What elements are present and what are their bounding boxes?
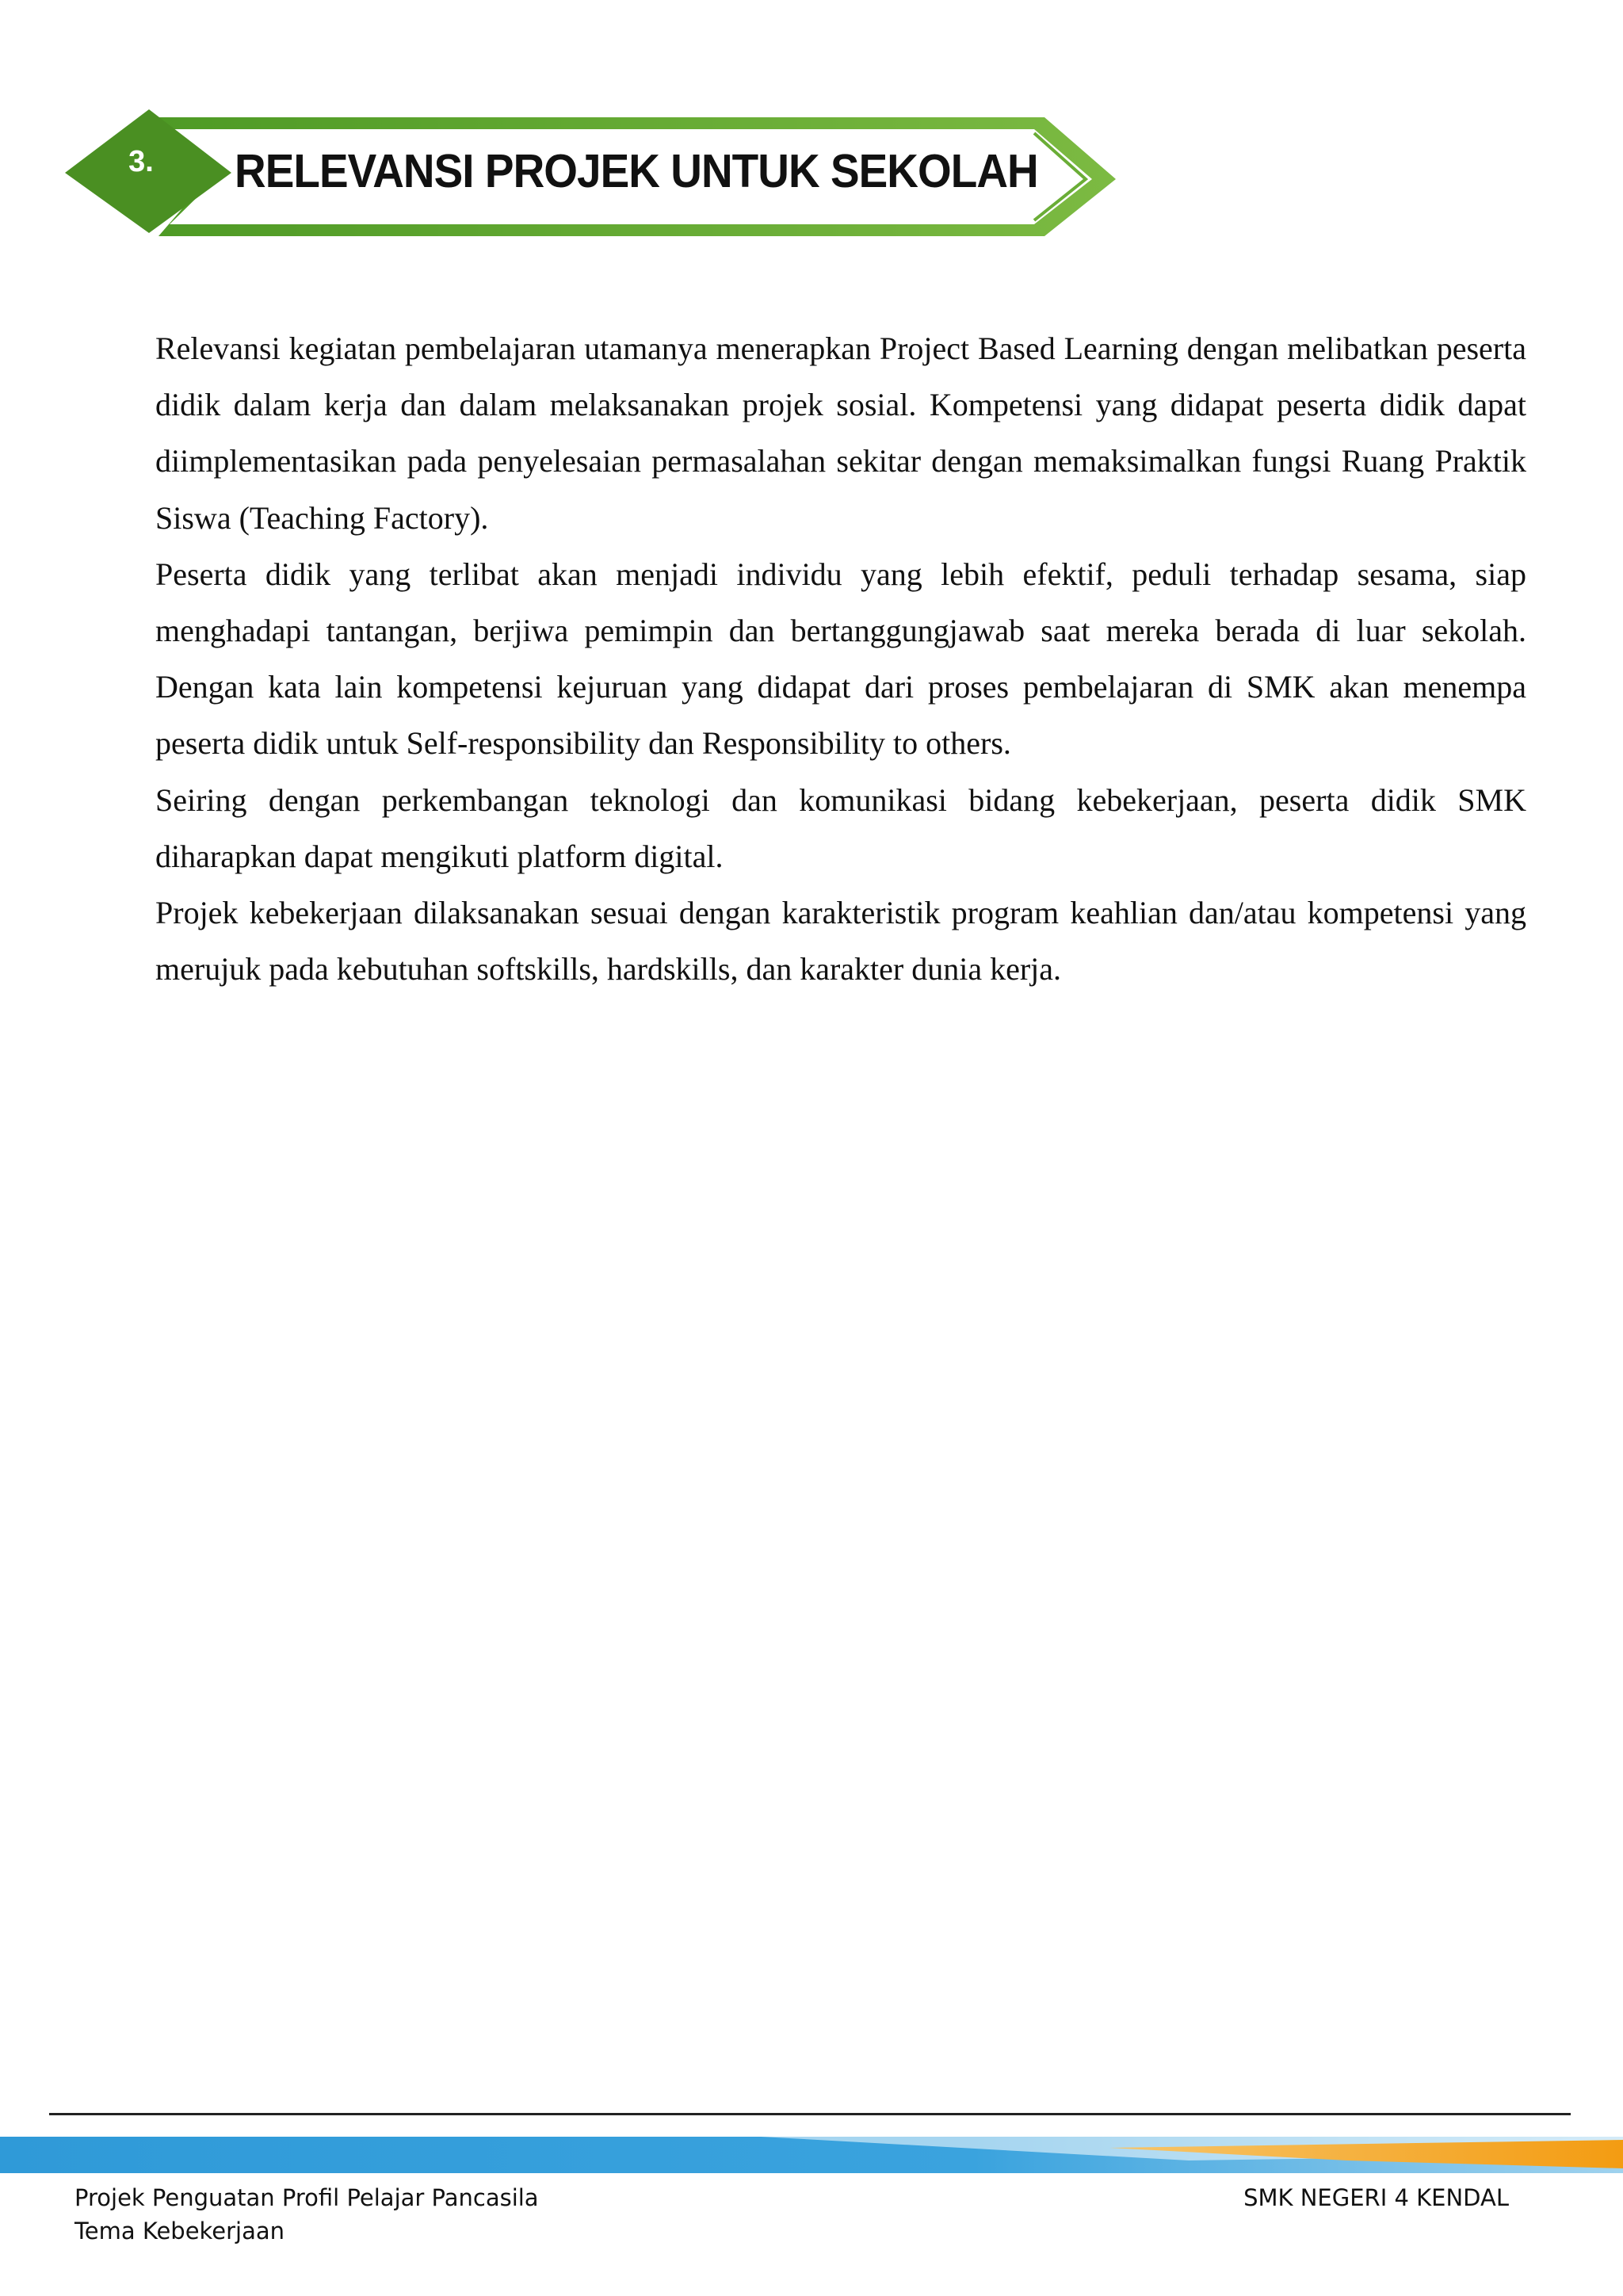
paragraph: Projek kebekerjaan dilaksanakan sesuai dengan karakteristik program keahlian dan/atau kompetensi yang merujuk pada kebutuhan softskills, hardskills, dan karakter dunia kerja. (155, 895, 1526, 988)
footer-decorative-band (0, 2137, 1623, 2173)
paragraph: Relevansi kegiatan pembelajaran utamanya menerapkan Project Based Learning dengan melibatkan peserta didik dalam kerja dan dalam melaksanakan projek sosial. Kompetensi yang didapat peserta didik dapat diimplementasikan pada penyelesaian permasalahan sekitar dengan memaksimalkan fungsi Ruang Praktik Siswa (Teaching Factory). (155, 330, 1526, 536)
banner-arrow-shape (0, 0, 1623, 254)
footer-divider (49, 2113, 1571, 2115)
section-banner (0, 0, 1623, 254)
paragraph: Peserta didik yang terlibat akan menjadi individu yang lebih efektif, peduli terhadap sesama, siap menghadapi tantangan, berjiwa pemimpin dan bertanggungjawab saat mereka berada di luar sekolah. Dengan kata lain kompetensi kejuruan yang didapat dari proses pembelajaran di SMK akan menempa peserta didik untuk Self-responsibility dan Responsibility to others. (155, 556, 1526, 762)
footer-theme: Tema Kebekerjaan (74, 2218, 285, 2244)
footer-left (74, 2181, 539, 2248)
footer-project-title: Projek Penguatan Profil Pelajar Pancasila (74, 2184, 539, 2211)
section-title: RELEVANSI PROJEK UNTUK SEKOLAH (235, 145, 1038, 197)
body-text (155, 320, 1526, 997)
paragraph: Seiring dengan perkembangan teknologi dan komunikasi bidang kebekerjaan, peserta didik SMK diharapkan dapat mengikuti platform digital. (155, 781, 1526, 874)
footer-school-name: SMK NEGERI 4 KENDAL (1243, 2184, 1509, 2211)
section-number: 3. (128, 145, 154, 178)
